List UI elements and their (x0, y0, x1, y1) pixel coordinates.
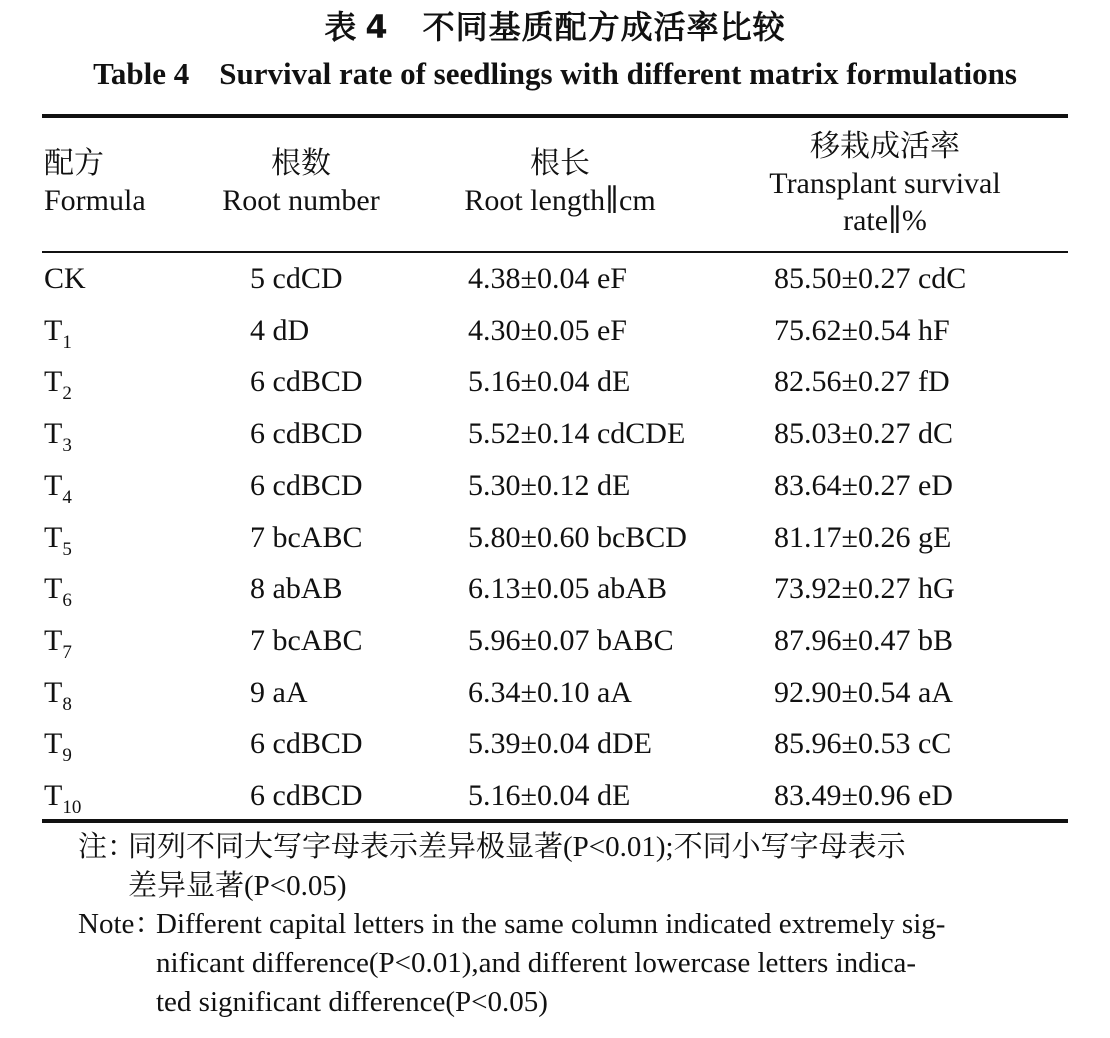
row-survival: 73.92±0.27 hG (774, 572, 955, 606)
table-title-cn-number: 4 (365, 8, 389, 46)
table-title-cn (0, 2, 1110, 48)
header-root-number (206, 145, 396, 219)
row-root-length: 4.30±0.05 eF (468, 313, 627, 347)
row-formula-label: T (44, 417, 63, 451)
header-root-length-cn: 根长 (530, 147, 590, 180)
note-en-line1: Different capital letters in the same column indicated extremely sig- (156, 908, 946, 940)
row-survival: 82.56±0.27 fD (774, 365, 950, 399)
row-root-length: 5.16±0.04 dE (468, 365, 631, 399)
row-survival: 75.62±0.54 hF (774, 313, 950, 347)
row-formula-subscript: 6 (62, 590, 72, 612)
row-formula-label: T (44, 572, 63, 606)
header-root-length-en: Root length∥cm (464, 184, 656, 217)
row-root-number: 8 abAB (250, 572, 343, 606)
row-formula-label: T (44, 623, 63, 657)
row-formula-subscript: 5 (62, 538, 72, 560)
row-root-length: 5.52±0.14 cdCDE (468, 417, 686, 451)
header-root-number-cn: 根数 (271, 147, 331, 180)
row-survival: 85.50±0.27 cdC (774, 262, 967, 295)
row-formula-subscript: 7 (62, 641, 72, 663)
row-formula (44, 770, 81, 834)
header-formula-cn: 配方 (44, 147, 104, 180)
table-bottom-rule (42, 819, 1068, 823)
note-en-label: Note： (78, 908, 164, 940)
row-formula-label: T (44, 779, 63, 812)
row-root-number: 7 bcABC (250, 520, 363, 554)
row-formula-label: T (44, 727, 63, 761)
row-root-length: 5.96±0.07 bABC (468, 623, 674, 657)
row-survival: 83.64±0.27 eD (774, 468, 953, 502)
row-formula-label: T (44, 675, 63, 709)
row-formula-subscript: 10 (62, 797, 82, 818)
header-survival-en-line1: Transplant survival (769, 167, 1001, 200)
table-title-cn-prefix: 表 (324, 8, 358, 46)
row-root-length: 5.16±0.04 dE (468, 779, 631, 812)
row-formula-subscript: 1 (62, 331, 72, 353)
row-root-number: 4 dD (250, 313, 310, 347)
header-root-number-en: Root number (222, 184, 380, 217)
row-formula-subscript: 4 (62, 486, 72, 508)
note-en-line3: ted significant difference(P<0.05) (156, 986, 548, 1018)
row-survival: 92.90±0.54 aA (774, 675, 953, 709)
row-root-number: 7 bcABC (250, 623, 363, 657)
row-formula-subscript: 2 (62, 383, 72, 405)
row-formula-label: T (44, 313, 63, 347)
row-root-length: 5.80±0.60 bcBCD (468, 520, 687, 554)
row-formula-subscript: 9 (62, 745, 72, 767)
table-title-en-text: Survival rate of seedlings with different matrix formulations (219, 56, 1017, 91)
header-root-length (436, 145, 684, 219)
row-root-length: 5.30±0.12 dE (468, 468, 631, 502)
row-survival: 85.96±0.53 cC (774, 727, 952, 761)
row-formula-label: T (44, 520, 63, 554)
row-root-number: 6 cdBCD (250, 727, 363, 761)
table-title-en (0, 56, 1110, 92)
row-root-number: 6 cdBCD (250, 417, 363, 451)
row-root-number: 5 cdCD (250, 262, 343, 295)
row-formula-subscript: 3 (62, 435, 72, 457)
row-survival: 83.49±0.96 eD (774, 779, 953, 812)
row-formula-subscript: 8 (62, 693, 72, 715)
row-root-number: 9 aA (250, 675, 308, 709)
row-root-number: 6 cdBCD (250, 779, 363, 812)
row-survival: 81.17±0.26 gE (774, 520, 952, 554)
row-formula (44, 253, 86, 305)
header-formula (44, 145, 146, 219)
row-survival: 85.03±0.27 dC (774, 417, 953, 451)
row-formula-label: T (44, 468, 63, 502)
row-root-number: 6 cdBCD (250, 468, 363, 502)
header-survival (740, 128, 1030, 239)
note-en-line2: nificant difference(P<0.01),and different lowercase letters indica- (156, 947, 917, 979)
row-root-length: 5.39±0.04 dDE (468, 727, 652, 761)
note-cn-line1: 同列不同大写字母表示差异极显著(P<0.01);不同小写字母表示 (128, 831, 906, 863)
table-title-cn-text: 不同基质配方成活率比较 (422, 8, 786, 46)
table-title-en-label: Table 4 (93, 56, 190, 91)
header-formula-en: Formula (44, 184, 146, 217)
row-formula-label: CK (44, 262, 86, 295)
header-survival-en-line2: rate∥% (843, 204, 927, 237)
header-survival-cn: 移栽成活率 (810, 130, 960, 163)
row-formula-label: T (44, 365, 63, 399)
note-cn-label: 注： (78, 831, 137, 863)
row-root-length: 6.34±0.10 aA (468, 675, 632, 709)
row-root-length: 6.13±0.05 abAB (468, 572, 667, 606)
row-root-length: 4.38±0.04 eF (468, 262, 627, 295)
row-survival: 87.96±0.47 bB (774, 623, 953, 657)
note-cn-line2: 差异显著(P<0.05) (128, 870, 347, 902)
row-root-number: 6 cdBCD (250, 365, 363, 399)
table-top-rule (42, 114, 1068, 118)
